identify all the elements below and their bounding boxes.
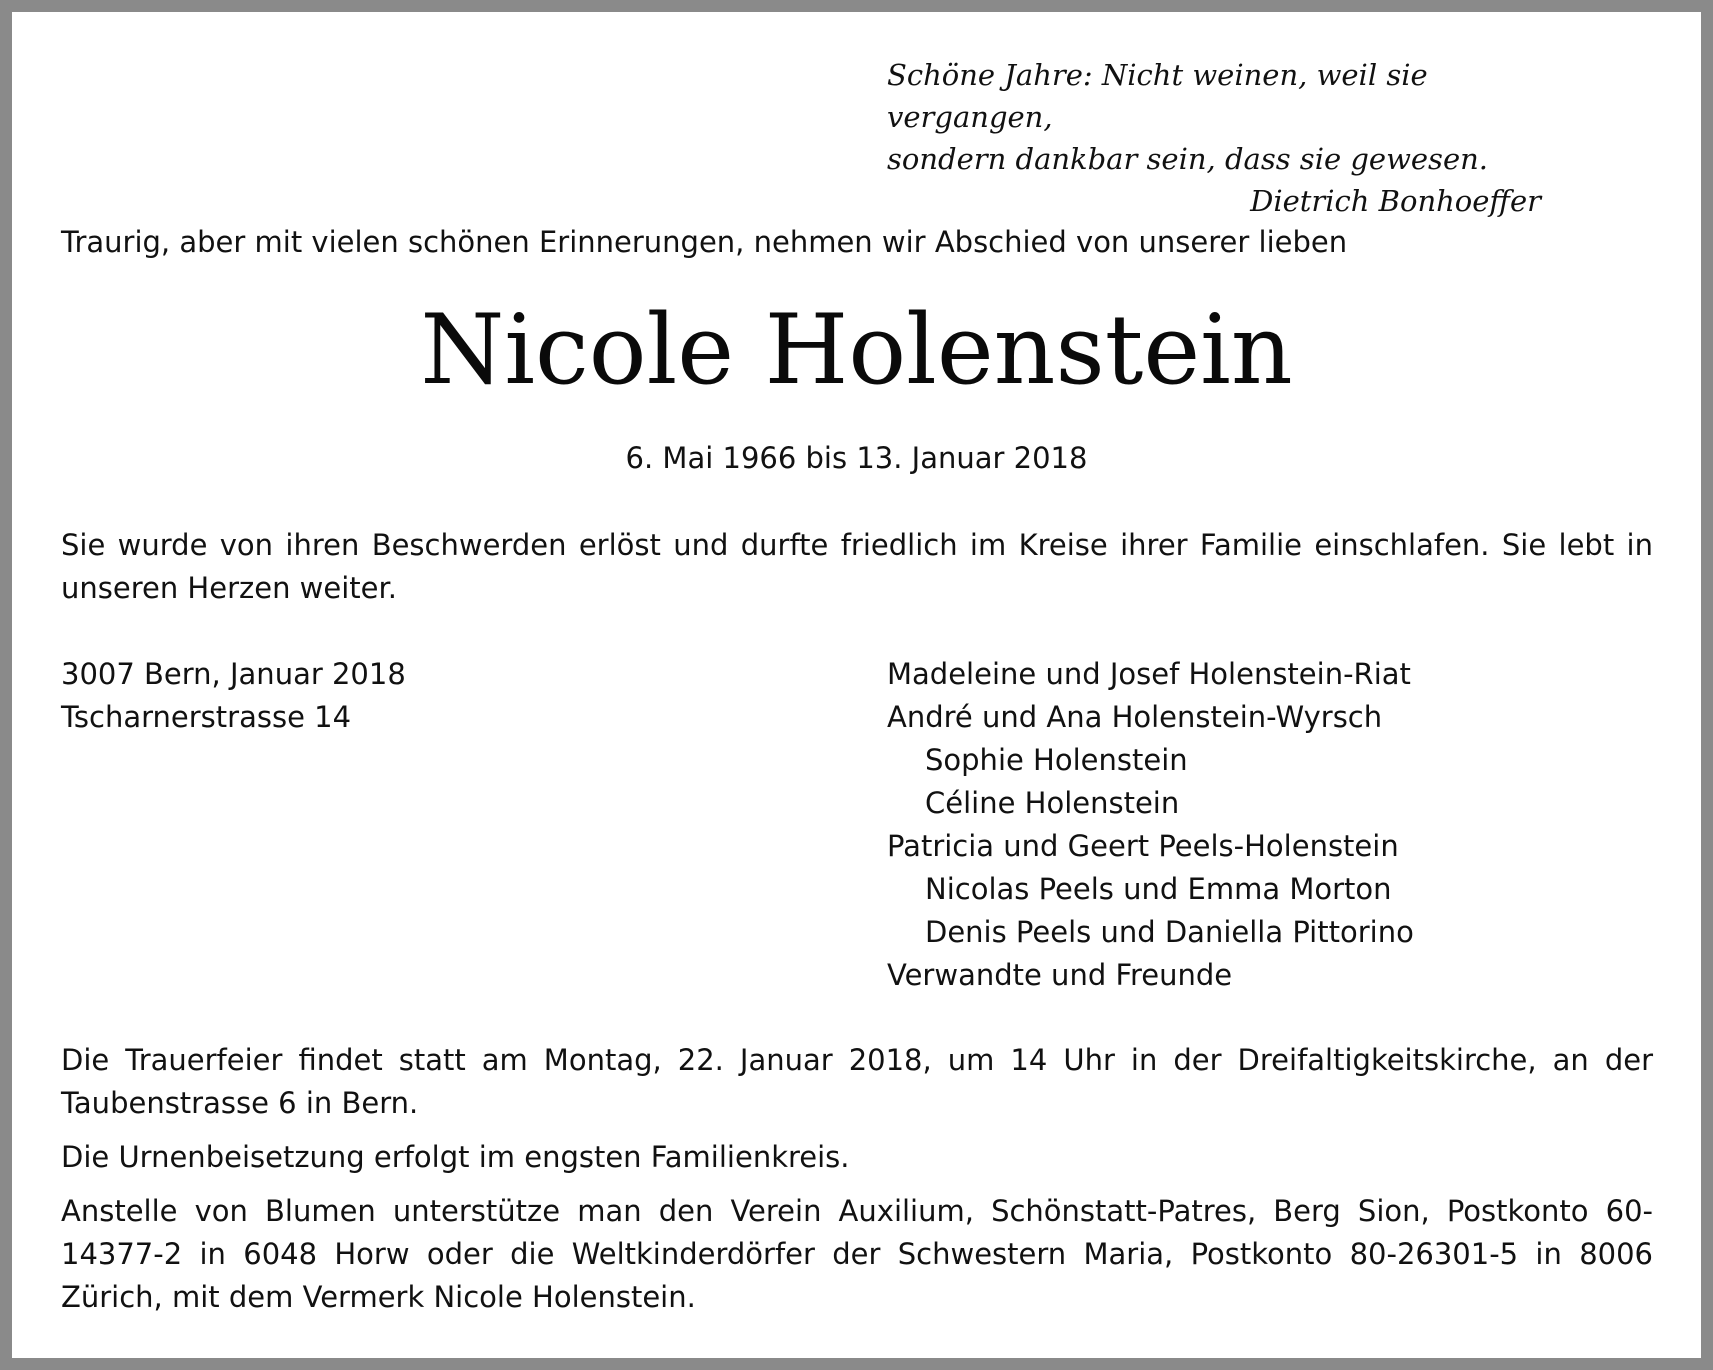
paragraph-donations: Anstelle von Blumen unterstütze man den Verein Auxilium, Schönstatt-Patres, Berg Sion, Postkonto 60-14377-2 in 6048 Horw oder die Weltkinderdörfer der Schwestern Maria, Postkonto 80-26301-5 in 8006 Zürich, mit dem Vermerk Nicole Holenstein. <box>61 1194 1653 1314</box>
mourner-entry: André und Ana Holenstein-Wyrsch <box>887 700 1383 734</box>
quote-line-2: sondern dankbar sein, dass sie gewesen. <box>887 142 1488 176</box>
mourner-entry: Denis Peels und Daniella Pittorino <box>925 915 1414 949</box>
mourners-list <box>887 653 1414 997</box>
intro-text: Traurig, aber mit vielen schönen Erinnerungen, nehmen wir Abschied von unserer lieben <box>61 225 1348 259</box>
epigraph-quote <box>887 54 1547 222</box>
life-dates: 6. Mai 1966 bis 13. Januar 2018 <box>625 441 1088 475</box>
location-block <box>61 653 406 739</box>
mourner-entry: Nicolas Peels und Emma Morton <box>925 872 1392 906</box>
paragraph-passing: Sie wurde von ihren Beschwerden erlöst und durfte friedlich im Kreise ihrer Familie einschlafen. Sie lebt in unseren Herzen weiter. <box>61 528 1653 605</box>
mourner-entry: Madeleine und Josef Holenstein-Riat <box>887 657 1411 691</box>
quote-line-1: Schöne Jahre: Nicht weinen, weil sie vergangen, <box>887 58 1428 134</box>
deceased-name: Nicole Holenstein <box>420 294 1293 406</box>
mourner-entry: Verwandte und Freunde <box>887 958 1233 992</box>
location-street: Tscharnerstrasse 14 <box>61 700 352 734</box>
location-city-date: 3007 Bern, Januar 2018 <box>61 657 406 691</box>
quote-author: Dietrich Bonhoeffer <box>1250 184 1541 218</box>
mourner-entry: Sophie Holenstein <box>925 743 1188 777</box>
mourner-entry: Céline Holenstein <box>925 786 1180 820</box>
paragraph-burial: Die Urnenbeisetzung erfolgt im engsten Familienkreis. <box>61 1140 850 1174</box>
paragraph-funeral: Die Trauerfeier findet statt am Montag, 22. Januar 2018, um 14 Uhr in der Dreifaltigkeitskirche, an der Taubenstrasse 6 in Bern. <box>61 1043 1653 1120</box>
mourner-entry: Patricia und Geert Peels-Holenstein <box>887 829 1399 863</box>
